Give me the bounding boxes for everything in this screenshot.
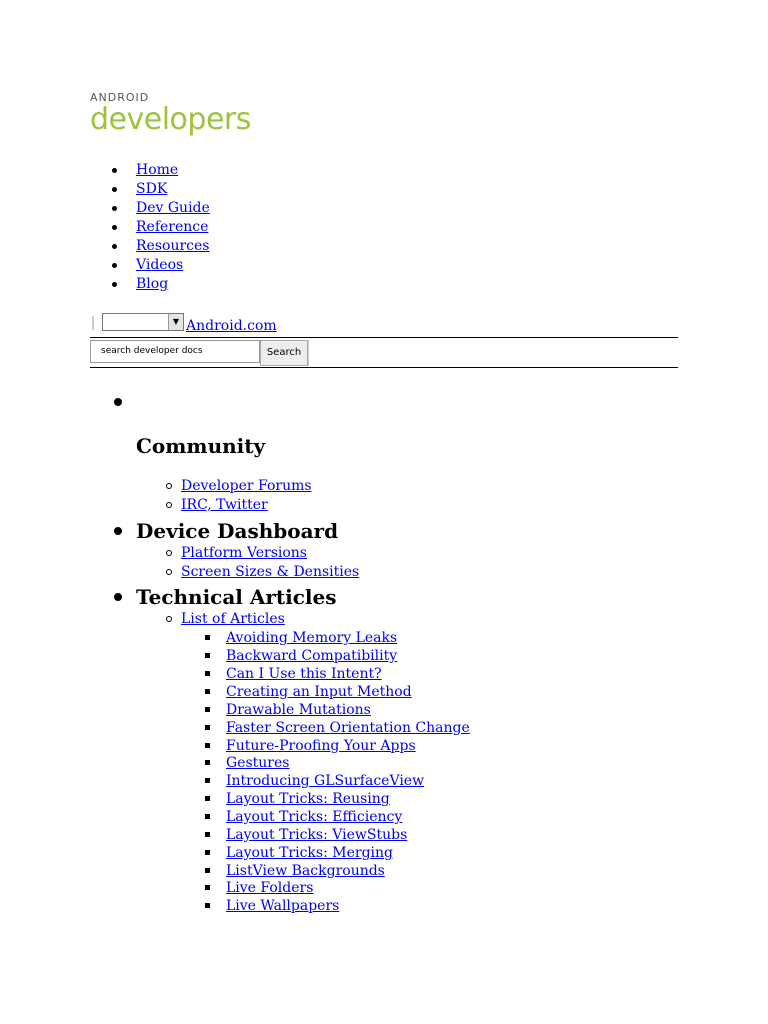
square-bullet-icon [205, 760, 210, 765]
bullet-icon [112, 187, 117, 192]
search-input[interactable]: search developer docs [90, 340, 260, 363]
circle-bullet-icon [166, 569, 172, 575]
bullet-icon [114, 527, 122, 535]
nav-item-resources [108, 237, 210, 256]
square-bullet-icon [205, 885, 210, 890]
nav-item-sdk [108, 180, 210, 199]
list-of-articles-link[interactable]: List of Articles [181, 611, 285, 627]
square-bullet-icon [205, 796, 210, 801]
nav-link-sdk[interactable]: SDK [136, 181, 168, 197]
irc-twitter-link[interactable]: IRC, Twitter [181, 497, 268, 513]
platform-versions-link[interactable]: Platform Versions [181, 545, 307, 561]
nav-item-dev-guide [108, 199, 210, 218]
nav-link-home[interactable]: Home [136, 162, 179, 178]
nav-item-reference [108, 218, 210, 237]
nav-link-resources[interactable]: Resources [136, 238, 210, 254]
site-select-dropdown[interactable] [102, 313, 184, 331]
nav-link-dev-guide[interactable]: Dev Guide [136, 200, 210, 216]
article-link[interactable]: Layout Tricks: Efficiency [226, 809, 403, 825]
nav-item-home [108, 161, 210, 180]
logo-android-text: ANDROID [90, 91, 150, 104]
article-link[interactable]: ListView Backgrounds [226, 863, 385, 879]
device-dashboard-heading: Device Dashboard [136, 519, 339, 543]
square-bullet-icon [205, 743, 210, 748]
screen-sizes-link[interactable]: Screen Sizes & Densities [181, 564, 360, 580]
circle-bullet-icon [166, 502, 172, 508]
square-bullet-icon [205, 903, 210, 908]
divider [92, 316, 94, 330]
article-link[interactable]: Introducing GLSurfaceView [226, 773, 425, 789]
article-link[interactable]: Gestures [226, 755, 290, 771]
search-bar [90, 337, 678, 368]
square-bullet-icon [205, 689, 210, 694]
article-link[interactable]: Live Folders [226, 880, 314, 896]
square-bullet-icon [205, 671, 210, 676]
bullet-icon [112, 168, 117, 173]
square-bullet-icon [205, 653, 210, 658]
square-bullet-icon [205, 868, 210, 873]
bullet-icon [112, 244, 117, 249]
circle-bullet-icon [166, 550, 172, 556]
community-heading: Community [136, 434, 266, 458]
article-link[interactable]: Live Wallpapers [226, 898, 340, 914]
nav-item-videos [108, 256, 210, 275]
circle-bullet-icon [166, 483, 172, 489]
nav-link-blog[interactable]: Blog [136, 276, 169, 292]
bullet-icon [112, 263, 117, 268]
square-bullet-icon [205, 725, 210, 730]
top-navigation [108, 161, 210, 294]
android-com-link[interactable]: Android.com [186, 318, 277, 334]
technical-articles-heading: Technical Articles [136, 585, 337, 609]
article-link[interactable]: Drawable Mutations [226, 702, 371, 718]
logo-developers-text: developers [90, 102, 251, 137]
search-bar-filler [308, 340, 678, 366]
article-link[interactable]: Future-Proofing Your Apps [226, 738, 416, 754]
nav-link-videos[interactable]: Videos [136, 257, 184, 273]
bullet-icon [112, 206, 117, 211]
nav-link-reference[interactable]: Reference [136, 219, 209, 235]
nav-item-blog [108, 275, 210, 294]
developer-forums-link[interactable]: Developer Forums [181, 478, 312, 494]
square-bullet-icon [205, 850, 210, 855]
square-bullet-icon [205, 832, 210, 837]
article-link[interactable]: Layout Tricks: ViewStubs [226, 827, 408, 843]
square-bullet-icon [205, 814, 210, 819]
circle-bullet-icon [166, 616, 172, 622]
square-bullet-icon [205, 707, 210, 712]
article-link[interactable]: Backward Compatibility [226, 648, 398, 664]
square-bullet-icon [205, 778, 210, 783]
article-link[interactable]: Avoiding Memory Leaks [226, 630, 398, 646]
bullet-icon [112, 282, 117, 287]
bullet-icon [114, 398, 122, 406]
bullet-icon [114, 593, 122, 601]
article-link[interactable]: Layout Tricks: Merging [226, 845, 393, 861]
article-link[interactable]: Faster Screen Orientation Change [226, 720, 470, 736]
chevron-down-icon[interactable]: ▼ [168, 314, 183, 330]
article-link[interactable]: Layout Tricks: Reusing [226, 791, 390, 807]
article-link[interactable]: Can I Use this Intent? [226, 666, 382, 682]
bullet-icon [112, 225, 117, 230]
search-button[interactable]: Search [260, 340, 308, 366]
android-developers-logo[interactable] [90, 92, 251, 136]
square-bullet-icon [205, 635, 210, 640]
article-link[interactable]: Creating an Input Method [226, 684, 412, 700]
